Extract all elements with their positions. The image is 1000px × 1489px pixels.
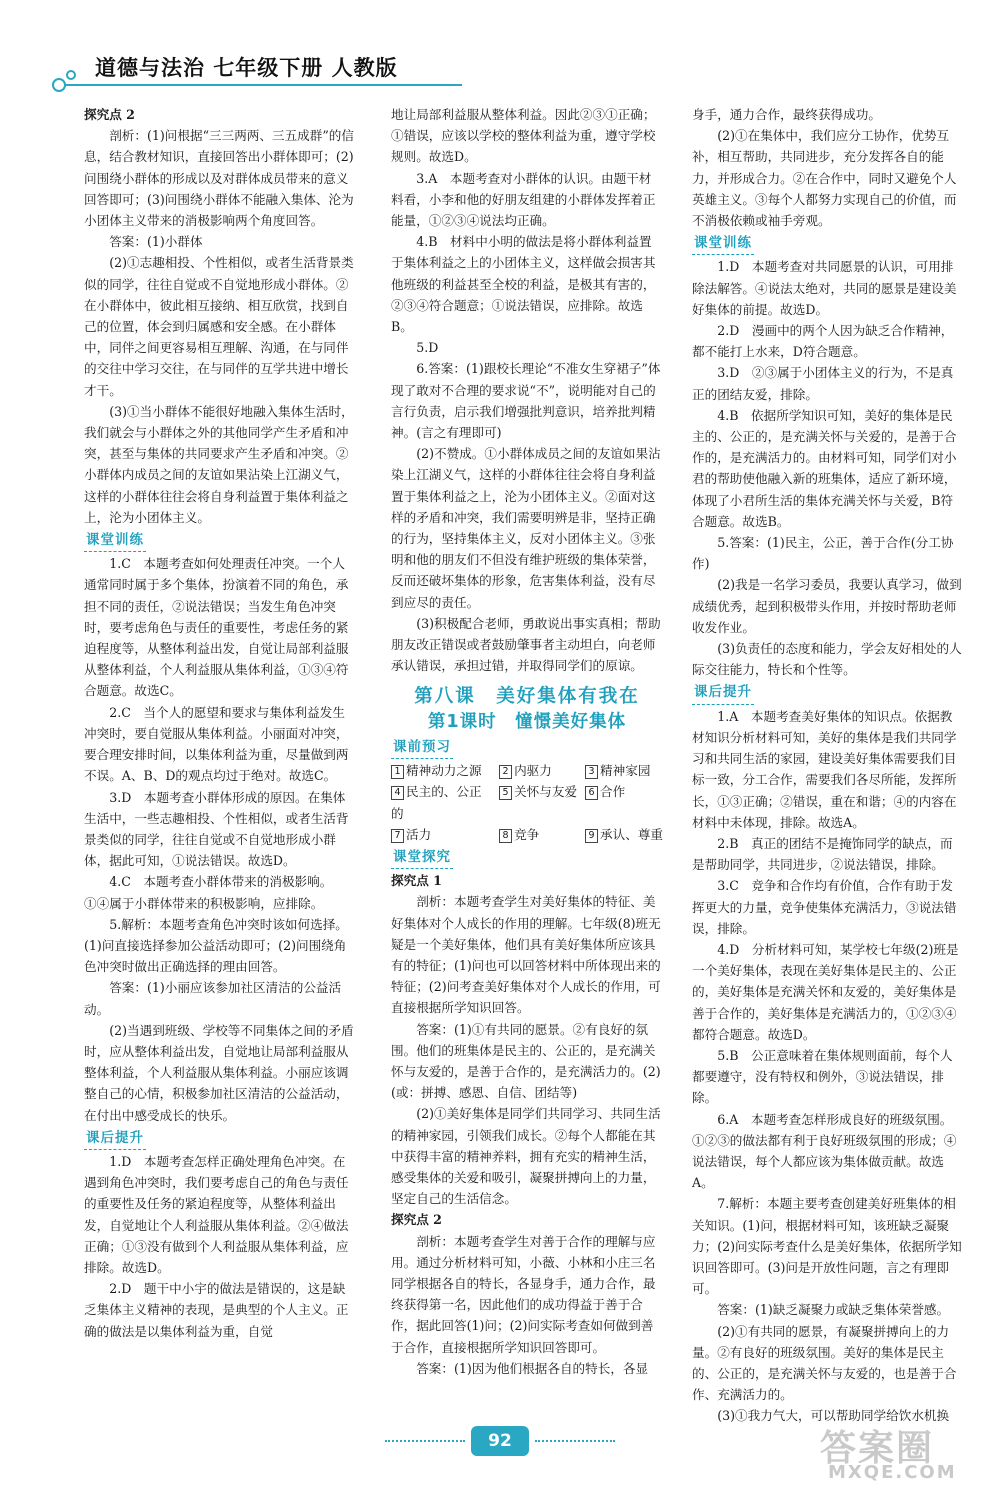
answer-text: 合作 <box>600 784 626 800</box>
answer-text: 精神家园 <box>600 763 651 779</box>
answer-paragraph: (2)①志趣相投、个性相似，或者生活背景类似的同学，往往自觉或不自觉地形成小群体。②在小群体中，彼此相互接纳、相互欣赏，找到自己的位置，体会到归属感和安全感。在小群体中，同伴之间更容易相互理解、沟通，在与同伴的交往中学习交往，在与同伴的互学共进中增长才干。 <box>84 255 354 398</box>
header-dot-icon <box>66 70 76 80</box>
continued-paragraph: 身手，通力合作，最终获得成功。 <box>692 107 881 122</box>
answer-paragraph: 3.D ②③属于小团体主义的行为，不是真正的团结友爱，排除。 <box>692 365 954 402</box>
inquiry-point-heading: 探究点 2 <box>84 107 135 122</box>
answer-paragraph: (2)①美好集体是同学们共同学习、共同生活的精神家园，引领我们成长。②每个人都能在其中获得丰富的精神养料，拥有充实的精神生活，感受集体的关爱和吸引，凝聚拼搏向上的力量，坚定自己的生活信念。 <box>391 1106 661 1207</box>
answer-paragraph: 6.答案：(1)跟校长理论“不准女生穿裙子”体现了敢对不合理的要求说“不”，说明能对自己的言行负责，启示我们增强批判意识，培养批判精神。(言之有理即可) <box>391 361 661 441</box>
column-middle <box>391 104 663 1379</box>
answer-paragraph: 2.D 题干中小宇的做法是错误的，这是缺乏集体主义精神的表现，是典型的个人主义。正确的做法是以集体利益为重，自觉 <box>84 1281 349 1339</box>
answer-paragraph: 3.A 本题考查对小群体的认识。由题干材料看，小李和他的好朋友组建的小群体发挥着正能量，①②③④说法均正确。 <box>391 170 656 229</box>
watermark-logo <box>820 1420 990 1482</box>
answer-paragraph: (2)①在集体中，我们应分工协作，优势互补，相互帮助，共同进步，充分发挥各自的能力，并形成合力。②在合作中，同时又避免个人英雄主义。③每个人都努力实现自己的价值，而不消极依赖或袖手旁观。 <box>692 128 957 229</box>
preview-answers <box>391 760 663 845</box>
answer-text: 内驱力 <box>514 763 552 779</box>
answer-paragraph: 5.D <box>416 340 439 356</box>
watermark-url: MXQE.COM <box>828 1462 957 1483</box>
header-rule <box>62 84 462 86</box>
answer-paragraph: 7.解析：本题主要考查创建美好班集体的相关知识。(1)问，根据材料可知，该班缺乏凝聚力；(2)问实际考查什么是美好集体，依据所学知识回答即可。(3)问是开放性问题，言之有理即可。 <box>692 1196 962 1297</box>
footer-rule-left <box>385 1440 465 1442</box>
column-left <box>84 104 356 1342</box>
answer-paragraph: 4.D 分析材料可知，某学校七年级(2)班是一个美好集体，表现在美好集体是民主的、公正的，美好集体是充满关怀和友爱的，美好集体是善于合作的，美好集体是充满活力的，①②③④都符合题意。故选D。 <box>692 941 959 1042</box>
answer-number-box: 4 <box>391 786 404 800</box>
page-number: 92 <box>471 1426 529 1456</box>
answer-number-box: 9 <box>585 829 598 843</box>
answer-paragraph: 5.解析：本题考查角色冲突时该如何选择。(1)问直接选择参加公益活动即可；(2)问围绕角色冲突时做出正确选择的理由回答。 <box>84 916 348 975</box>
section-heading: 课堂探究 <box>391 847 453 869</box>
inquiry-point-heading: 探究点 1 <box>391 873 442 889</box>
watermark-text: 答案圈 <box>820 1428 935 1469</box>
preview-answer-item <box>391 781 491 823</box>
answer-paragraph: 1.C 本题考查如何处理责任冲突。一个人通常同时属于多个集体，扮演着不同的角色，承担不同的责任，②说法错误；当发生角色冲突时，要考虑角色与责任的重要性，考虑任务的紧迫程度等，从整体利益出发，自觉让局部利益服从整体利益，个人利益服从集体利益，①③④符合题意。故选C。 <box>84 556 349 699</box>
answer-paragraph: (3)负责任的态度和能力，学会友好相处的人际交往能力，特长和个性等。 <box>692 641 962 678</box>
answer-paragraph: 剖析：本题考查学生对善于合作的理解与应用。通过分析材料可知，小薇、小林和小庄三名同学根据各自的特长，各显身手，通力合作，最终获得第一名，因此他们的成功得益于善于合作，据此回答(1)问；(2)问实际考查如何做到善于合作，直接根据所学知识回答即可。 <box>391 1233 656 1355</box>
answer-number-box: 5 <box>499 786 512 800</box>
answer-text: 活力 <box>406 826 432 842</box>
answer-text: 关怀与友爱 <box>514 784 578 800</box>
preview-answer-item <box>585 781 663 823</box>
preview-answer-item <box>499 824 577 845</box>
section-heading: 课堂训练 <box>84 530 146 552</box>
answer-paragraph: (2)我是一名学习委员，我要认真学习，做到成绩优秀，起到积极带头作用，并按时帮助老师收发作业。 <box>692 577 962 635</box>
section-heading: 课后提升 <box>84 1128 146 1150</box>
period-title: 第1课时 憧憬美好集体 <box>427 711 627 732</box>
answer-paragraph: 6.A 本题考查怎样形成良好的班级氛围。①②③的做法都有利于良好班级氛围的形成；④说法错误，每个人都应该为集体做贡献。故选A。 <box>692 1111 957 1191</box>
preview-answer-item <box>391 824 491 845</box>
answer-text: 精神动力之源 <box>406 763 482 779</box>
answer-paragraph: 剖析：本题考查学生对美好集体的特征、美好集体对个人成长的作用的理解。七年级(8)班无疑是一个美好集体，他们具有美好集体所应该具有的特征；(1)问也可以回答材料中所体现出来的特征；(2)问考查美好集体对个人成长的作用，可直接根据所学知识回答。 <box>391 894 661 1016</box>
answer-number-box: 1 <box>391 765 404 779</box>
answer-paragraph: (3)①我力气大，可以帮助同学给饮水机换 <box>717 1408 950 1424</box>
answer-text: 民主的、公正的 <box>391 784 482 821</box>
answer-number-box: 8 <box>499 829 512 843</box>
footer-rule-right <box>535 1440 615 1442</box>
header-dot-icon <box>52 78 66 92</box>
answer-paragraph: (3)积极配合老师，勇敢说出事实真相；帮助朋友改正错误或者鼓励肇事者主动坦白，向老师承认错误，承担过错，并取得同学们的原谅。 <box>391 615 661 674</box>
answer-paragraph: 答案：(1)小群体 <box>109 234 203 250</box>
answer-paragraph: 1.D 本题考查对共同愿景的认识，可用排除法解答。④说法太绝对，共同的愿景是建设美好集体的前提。故选D。 <box>692 259 957 317</box>
section-heading: 课堂训练 <box>692 233 754 255</box>
answer-paragraph: 3.D 本题考查小群体形成的原因。在集体生活中，一些志趣相投、个性相似，或者生活背景类似的同学，往往自觉或不自觉地形成小群体，据此可知，①说法错误。故选D。 <box>84 789 349 869</box>
answer-paragraph: 2.C 当个人的愿望和要求与集体利益发生冲突时，要自觉服从集体利益。小丽面对冲突，要合理安排时间，以集体利益为重，尽量做到两不误。A、B、D的观点均过于绝对。故选C。 <box>84 704 349 784</box>
section-heading: 课前预习 <box>391 737 453 759</box>
section-heading: 课后提升 <box>692 682 754 704</box>
continued-paragraph: 地让局部利益服从整体利益。因此②③①正确；①错误，应该以学校的整体利益为重，遵守学校规则。故选D。 <box>391 107 656 165</box>
answer-number-box: 3 <box>585 765 598 779</box>
answer-paragraph: (3)①当小群体不能很好地融入集体生活时，我们就会与小群体之外的其他同学产生矛盾和冲突，甚至与集体的共同要求产生矛盾和冲突。②小群体内成员之间的友谊如果沾染上江湖义气，这样的小群体往往会将自身利益置于集体利益之上，沦为小团体主义。 <box>84 403 354 525</box>
answer-paragraph: (2)当遇到班级、学校等不同集体之间的矛盾时，应从整体利益出发，自觉地让局部利益服从整体利益，个人利益服从集体利益。小丽应该调整自己的心情，积极参加社区清洁的公益活动，在付出中感受成长的快乐。 <box>84 1022 354 1123</box>
answer-paragraph: 剖析：(1)问根据“三三两两、三五成群”的信息，结合教材知识，直接回答出小群体即可；(2)问围绕小群体的形成以及对群体成员带来的意义回答即可；(3)问围绕小群体不能融入集体、沦为小团体主义带来的消极影响两个角度回答。 <box>84 128 354 229</box>
answer-paragraph: 答案：(1)缺乏凝聚力或缺乏集体荣誉感。 <box>717 1302 950 1318</box>
answer-number-box: 7 <box>391 829 404 843</box>
answer-paragraph: 2.D 漫画中的两个人因为缺乏合作精神，都不能打上水来，D符合题意。 <box>692 323 954 360</box>
answer-paragraph: 1.D 本题考查怎样正确处理角色冲突。在遇到角色冲突时，我们要考虑自己的角色与责任的重要性及任务的紧迫程度等，从整体利益出发，自觉地让个人利益服从集体利益。②④做法正确；①③没有做到个人利益服从集体利益，应排除。故选D。 <box>84 1153 349 1275</box>
answer-paragraph: 4.B 依据所学知识可知，美好的集体是民主的、公正的，是充满关怀与关爱的，是善于合作的，是充满活力的。由材料可知，同学们对小君的帮助使他融入新的班集体，适应了新环境，体现了小君所生活的集体充满关怀与关爱，B符合题意。故选B。 <box>692 407 957 529</box>
answer-paragraph: 答案：(1)①有共同的愿景。②有良好的氛围。他们的班集体是民主的、公正的，是充满关怀与友爱的，是善于合作的，是充满活力的。(2)(或：拼搏、感恩、自信、团结等) <box>391 1021 661 1101</box>
answer-number-box: 6 <box>585 786 598 800</box>
answer-paragraph: 4.C 本题考查小群体带来的消极影响。①④属于小群体带来的积极影响，应排除。 <box>84 874 333 911</box>
lesson-title: 第八课 美好集体有我在 <box>414 686 640 708</box>
answer-paragraph: (2)不赞成。①小群体成员之间的友谊如果沾染上江湖义气，这样的小群体往往会将自身利益置于集体利益之上，沦为小团体主义。②面对这样的矛盾和冲突，我们需要明辨是非，坚持正确的行为，坚持集体主义，反对小团体主义。③张明和他的朋友们不但没有维护班级的集体荣誉，反而还破坏集体的形象，危害集体利益，没有尽到应尽的责任。 <box>391 446 661 610</box>
preview-answer-item <box>585 824 663 845</box>
answer-paragraph: 5.答案：(1)民主，公正，善于合作(分工协作) <box>692 535 954 572</box>
page-header <box>0 0 1000 92</box>
answer-paragraph: 5.B 公正意味着在集体规则面前，每个人都要遵守，没有特权和例外，③说法错误，排除。 <box>692 1047 953 1106</box>
answer-text: 承认、尊重 <box>600 826 663 842</box>
answer-paragraph: 答案：(1)小丽应该参加社区清洁的公益活动。 <box>84 980 342 1017</box>
answer-paragraph: 1.A 本题考查美好集体的知识点。依据教材知识分析材料可知，美好的集体是我们共同学习和共同生活的家园，建设美好集体需要我们目标一致，分工合作，需要我们各尽所能，发挥所长，①③正确；②错误，重在和谐；④的内容在材料中未体现，排除。故选A。 <box>692 708 957 830</box>
answer-paragraph: 3.C 竞争和合作均有价值，合作有助于发挥更大的力量，竞争使集体充满活力，③说法错误，排除。 <box>692 878 957 936</box>
answer-paragraph: 答案：(1)因为他们根据各自的特长，各显 <box>416 1360 649 1376</box>
preview-answer-item <box>585 760 663 781</box>
answer-paragraph: 4.B 材料中小明的做法是将小群体利益置于集体利益之上的小团体主义，这样做会损害其他班级的利益甚至全校的利益，是极其有害的，②③④符合题意；①说法错误，应排除。故选B。 <box>391 234 656 335</box>
preview-answer-item <box>499 781 577 823</box>
book-title: 道德与法治 七年级下册 人教版 <box>95 56 398 80</box>
answer-paragraph: (2)①有共同的愿景，有凝聚拼搏向上的力量。②有良好的班级氛围。美好的集体是民主的、公正的，是充满关怀与友爱的，也是善于合作、充满活力的。 <box>692 1323 957 1403</box>
inquiry-point-heading: 探究点 2 <box>391 1212 442 1228</box>
column-right <box>692 104 964 1427</box>
answer-paragraph: 2.B 真正的团结不是掩饰同学的缺点，而是帮助同学，共同进步，②说法错误，排除。 <box>692 835 953 873</box>
preview-answer-item <box>391 760 491 781</box>
preview-answer-item <box>499 760 577 781</box>
answer-number-box: 2 <box>499 765 512 779</box>
answer-text: 竞争 <box>514 826 540 842</box>
